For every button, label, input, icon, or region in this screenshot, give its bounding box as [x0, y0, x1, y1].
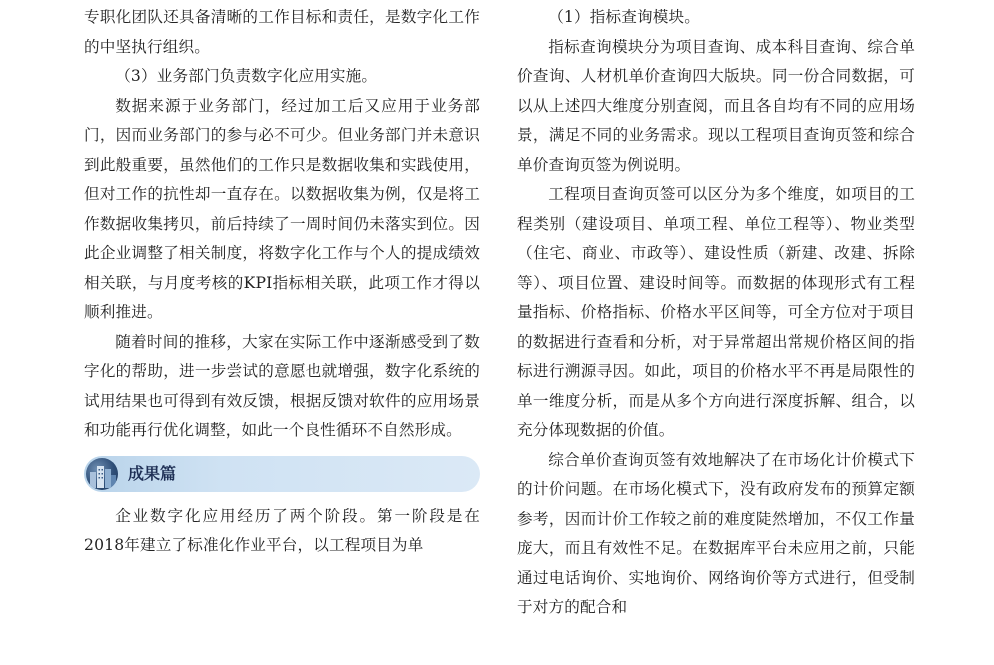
paragraph-continuation: 专职化团队还具备清晰的工作目标和责任，是数字化工作的中坚执行组织。	[84, 8, 480, 56]
paragraph-index-module: 指标查询模块分为项目查询、成本科目查询、综合单价查询、人材机单价查询四大版块。同一份合同数据，可以从上述四大维度分别查阅，而且各自均有不同的应用场景，满足不同的业务需求。现以工程项目查询页签和综合单价查询页签为例说明。	[517, 37, 915, 174]
building-photo-icon	[86, 458, 118, 490]
paragraph-business-dept: 数据来源于业务部门，经过加工后又应用于业务部门，因而业务部门的参与必不可少。但业务部门并未意识到此般重要，虽然他们的工作只是数据收集和实践使用，但对工作的抗性却一直存在。以数据收集为例，仅是将工作数据收集拷贝，前后持续了一周时间仍未落实到位。因此企业调整了相关制度，将数字化工作与个人的提成绩效相关联，与月度考核的KPI指标相关联，此项工作才得以顺利推进。	[84, 96, 480, 321]
left-column	[84, 0, 480, 561]
right-column	[517, 0, 915, 623]
paragraph-unit-price-query: 综合单价查询页签有效地解决了在市场化计价模式下的计价问题。在市场化模式下，没有政府发布的预算定额参考，因而计价工作较之前的难度陡然增加，不仅工作量庞大，而且有效性不足。在数据库平台未应用之前，只能通过电话询价、实地询价、网络询价等方式进行，但受制于对方的配合和	[517, 450, 915, 616]
paragraph-over-time: 随着时间的推移，大家在实际工作中逐渐感受到了数字化的帮助，进一步尝试的意愿也就增强，数字化系统的试用结果也可得到有效反馈，根据反馈对软件的应用场景和功能再行优化调整，如此一个良性循环不自然形成。	[84, 332, 480, 439]
paragraph-project-query: 工程项目查询页签可以区分为多个维度，如项目的工程类别（建设项目、单项工程、单位工程等）、物业类型（住宅、商业、市政等）、建设性质（新建、改建、拆除等）、项目位置、建设时间等。而数据的体现形式有工程量指标、价格指标、价格水平区间等，可全方位对于项目的数据进行查看和分析，对于异常超出常规价格区间的指标进行溯源寻因。如此，项目的价格水平不再是局限性的单一维度分析，而是从多个方向进行深度拆解、组合，以充分体现数据的价值。	[517, 185, 915, 439]
section-header-bar	[84, 456, 480, 492]
paragraph-heading-3: （3）业务部门负责数字化应用实施。	[115, 67, 378, 85]
paragraph-achievements: 企业数字化应用经历了两个阶段。第一阶段是在2018年建立了标准化作业平台，以工程项目为单	[84, 506, 480, 554]
section-title: 成果篇	[128, 463, 177, 483]
paragraph-heading-1: （1）指标查询模块。	[548, 8, 700, 26]
